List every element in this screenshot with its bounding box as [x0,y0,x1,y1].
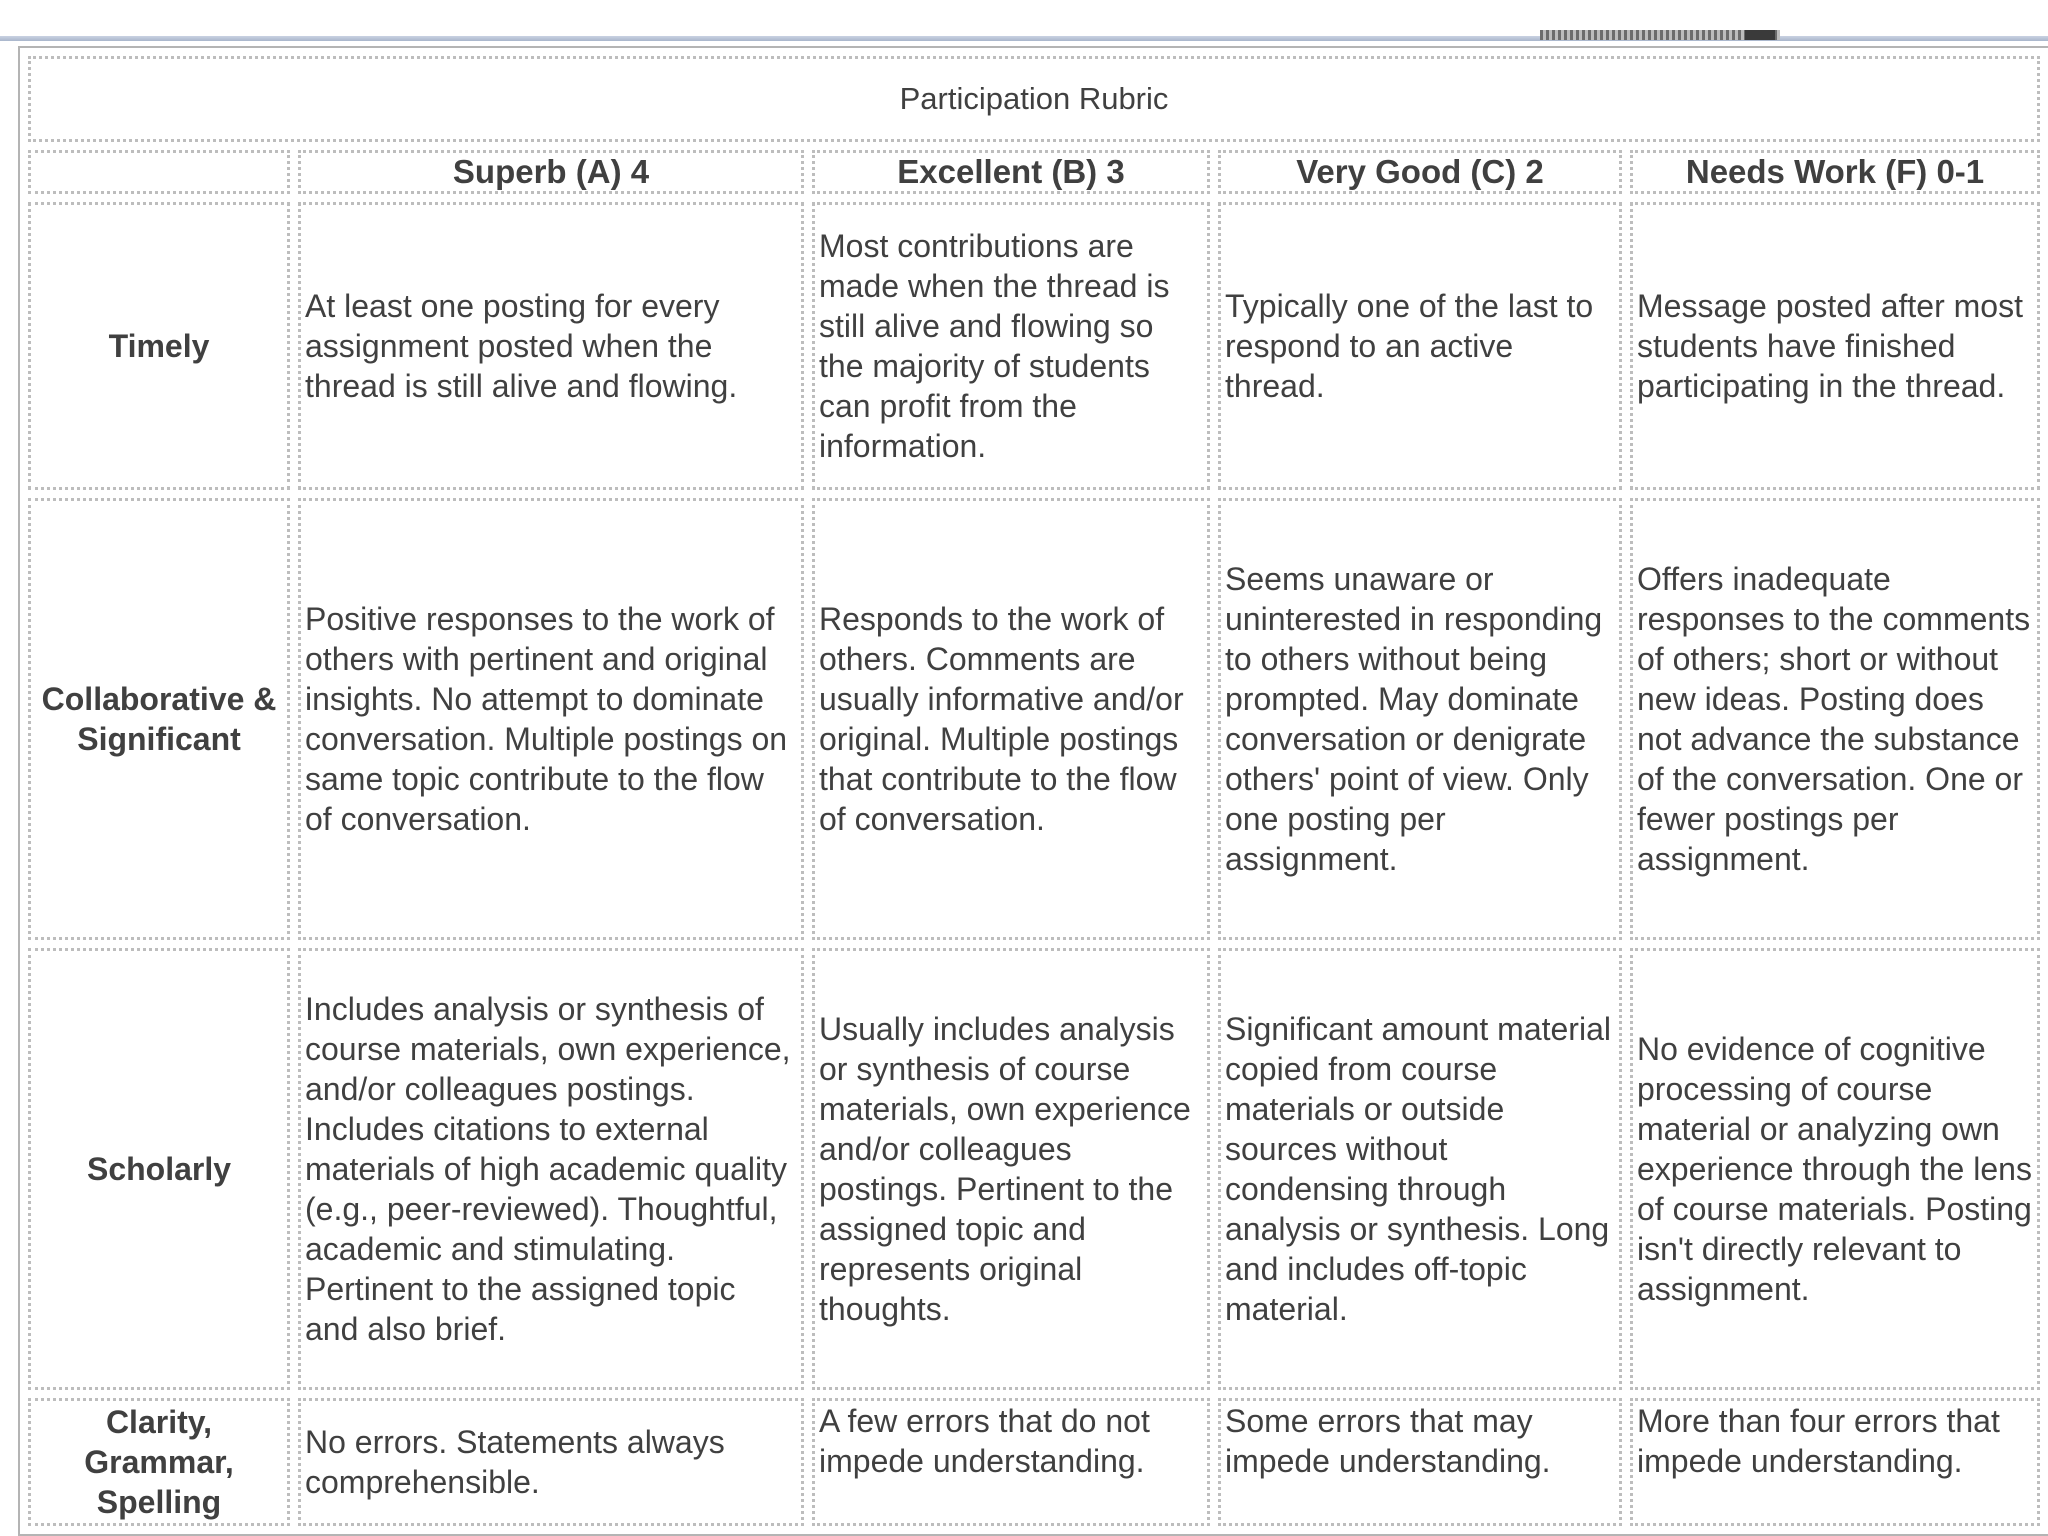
criterion-collaborative: Collaborative & Significant [28,498,290,940]
cell-collaborative-excellent: Responds to the work of others. Comments are usually informative and/or original. Multiple postings that contribute to the flow of conversation. [812,498,1210,940]
level-header-needs-work: Needs Work (F) 0-1 [1630,150,2040,194]
cell-collaborative-superb: Positive responses to the work of others with pertinent and original insights. No attempt to dominate conversation. Multiple postings on same topic contribute to the flow of conversation. [298,498,804,940]
cell-scholarly-very-good: Significant amount material copied from course materials or outside sources without condensing through analysis or synthesis. Long and includes off-topic material. [1218,948,1622,1390]
rubric-container [18,46,2038,1524]
criterion-scholarly: Scholarly [28,948,290,1390]
cell-scholarly-needs-work: No evidence of cognitive processing of course material or analyzing own experience through the lens of course materials. Posting isn't directly relevant to assignment. [1630,948,2040,1390]
level-header-very-good: Very Good (C) 2 [1218,150,1622,194]
criterion-clarity: Clarity, Grammar, Spelling [28,1398,290,1526]
cell-collaborative-very-good: Seems unaware or uninterested in responding to others without being prompted. May dominate conversation or denigrate others' point of view. Only one posting per assignment. [1218,498,1622,940]
participation-rubric-table [18,46,2048,1536]
title-row [28,56,2040,142]
rubric-row-clarity [28,1398,2040,1526]
browser-top-area [0,0,2048,42]
cell-timely-needs-work: Message posted after most students have finished participating in the thread. [1630,202,2040,490]
level-header-empty [28,150,290,194]
rubric-row-timely [28,202,2040,490]
scrollbar-track[interactable] [1540,30,1780,40]
rubric-row-collaborative [28,498,2040,940]
cell-clarity-needs-work: More than four errors that impede understanding. [1630,1398,2040,1526]
level-header-row [28,150,2040,194]
scrollbar-thumb[interactable] [1745,30,1775,40]
rubric-row-scholarly [28,948,2040,1390]
rubric-title: Participation Rubric [28,56,2040,142]
cell-clarity-superb: No errors. Statements always comprehensible. [298,1398,804,1526]
criterion-timely: Timely [28,202,290,490]
cell-clarity-excellent: A few errors that do not impede understanding. [812,1398,1210,1526]
level-header-excellent: Excellent (B) 3 [812,150,1210,194]
cell-scholarly-superb: Includes analysis or synthesis of course materials, own experience, and/or colleagues postings. Includes citations to external materials of high academic quality (e.g., peer-reviewed). Thoughtful, academic and stimulating. Pertinent to the assigned topic and also brief. [298,948,804,1390]
cell-timely-very-good: Typically one of the last to respond to an active thread. [1218,202,1622,490]
cell-timely-excellent: Most contributions are made when the thread is still alive and flowing so the majority of students can profit from the information. [812,202,1210,490]
cell-collaborative-needs-work: Offers inadequate responses to the comments of others; short or without new ideas. Posting does not advance the substance of the conversation. One or fewer postings per assignment. [1630,498,2040,940]
cell-timely-superb: At least one posting for every assignment posted when the thread is still alive and flowing. [298,202,804,490]
level-header-superb: Superb (A) 4 [298,150,804,194]
cell-scholarly-excellent: Usually includes analysis or synthesis of course materials, own experience and/or colleagues postings. Pertinent to the assigned topic and represents original thoughts. [812,948,1210,1390]
cell-clarity-very-good: Some errors that may impede understanding. [1218,1398,1622,1526]
